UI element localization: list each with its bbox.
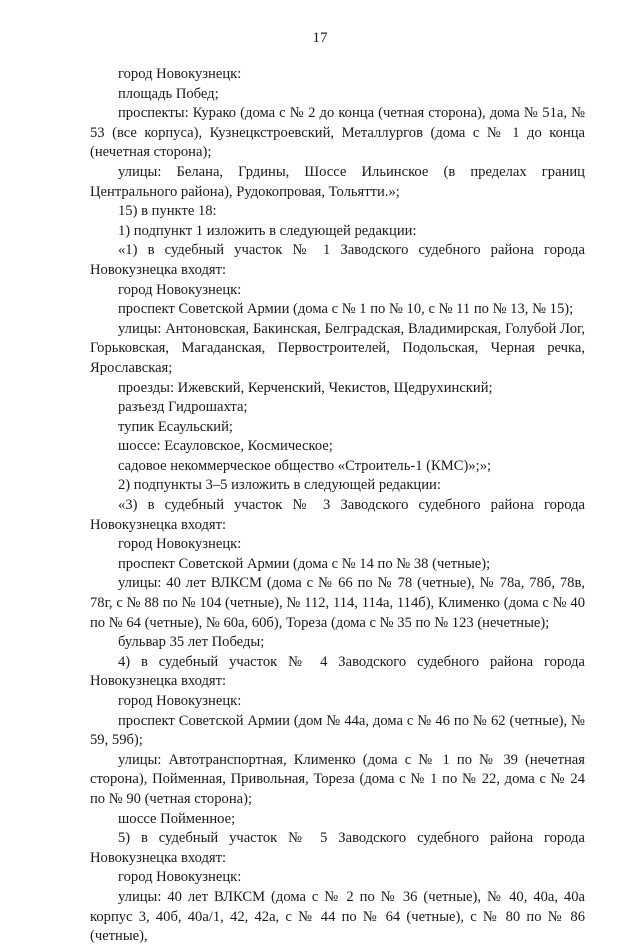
document-body [90,65,585,947]
paragraph-district-1: «1) в судебный участок № 1 Заводского судебного района города Новокузнецка входят: [90,242,585,278]
paragraph-avenue-sa-4: проспект Советской Армии (дом № 44а, дома с № 46 по № 62 (четные), № 59, 59б); [90,712,585,749]
paragraph-city-3: город Новокузнецк: [118,536,242,553]
paragraph-junction: разъезд Гидрошахта; [118,399,248,416]
paragraph-avenues-central: проспекты: Курако (дома с № 2 до конца (четная сторона), дома № 51а, № 53 (все корпуса), Кузнецкстроевский, Металлургов (дома с № 1 до конца (нечетная сторона); [90,105,585,161]
paragraph-district-5: 5) в судебный участок № 5 Заводского судебного района города Новокузнецка входят: [90,830,585,866]
paragraph-subitem-1: 1) подпункт 1 изложить в следующей редакции: [118,222,417,239]
paragraph-garden-society: садовое некоммерческое общество «Строитель-1 (КМС)»;»; [118,457,492,474]
paragraph-district-4: 4) в судебный участок № 4 Заводского судебного района города Новокузнецка входят: [90,653,585,690]
paragraph-avenue-sa-1: проспект Советской Армии (дома с № 1 по № 10, с № 11 по № 13, № 15); [118,301,574,318]
paragraph-streets-4: улицы: Автотранспортная, Клименко (дома с № 1 по № 39 (нечетная сторона), Пойменная, Привольная, Тореза (дома с № 1 по № 22, дома с № 24 по № 90 (четная сторона); [90,751,585,807]
paragraph-city-4: город Новокузнецк: [118,693,242,709]
paragraph-city-1: город Новокузнецк: [118,66,242,82]
paragraph-boulevard: бульвар 35 лет Победы; [118,634,265,651]
paragraph-city-5: город Новокузнецк: [118,869,242,886]
paragraph-subitems-3-5: 2) подпункты 3–5 изложить в следующей редакции: [118,477,441,494]
paragraph-deadend: тупик Есаульский; [118,418,233,435]
paragraph-driveways: проезды: Ижевский, Керченский, Чекистов, Щедрухинский; [118,379,493,396]
paragraph-item-15: 15) в пункте 18: [118,203,217,220]
paragraph-highway-4: шоссе Пойменное; [118,810,236,827]
paragraph-streets-5: улицы: 40 лет ВЛКСМ (дома с № 2 по № 36 (четные), № 40, 40а, 40а корпус 3, 40б, 40а/1, 42, 42а, с № 44 по № 64 (четные), с № 80 по № 86 (четные), [90,888,585,945]
paragraph-streets-3: улицы: 40 лет ВЛКСМ (дома с № 66 по № 78 (четные), № 78а, 78б, 78в, 78г, с № 88 по № 104 (четные), № 112, 114, 114а, 114б), Клименко (дома с № 40 по № 64 (четные), № 60а, 60б), Тореза (дома с № 35 по № 123 (нечетные); [90,575,585,631]
paragraph-square: площадь Побед; [118,85,219,102]
page-number: 17 [312,30,328,46]
paragraph-district-3: «3) в судебный участок № 3 Заводского судебного района города Новокузнецка входят: [90,497,585,533]
paragraph-streets-1: улицы: Антоновская, Бакинская, Белградская, Владимирская, Голубой Лог, Горьковская, Магаданская, Первостроителей, Подольская, Черная речка, Ярославская; [90,320,585,376]
paragraph-streets-central: улицы: Белана, Грдины, Шоссе Ильинское (в пределах границ Центрального района), Рудокопровая, Тольятти.»; [90,163,585,200]
paragraph-highways-1: шоссе: Есауловское, Космическое; [118,438,333,455]
paragraph-city-2: город Новокузнецк: [118,281,242,298]
paragraph-avenue-sa-3: проспект Советской Армии (дома с № 14 по № 38 (четные); [118,555,491,572]
